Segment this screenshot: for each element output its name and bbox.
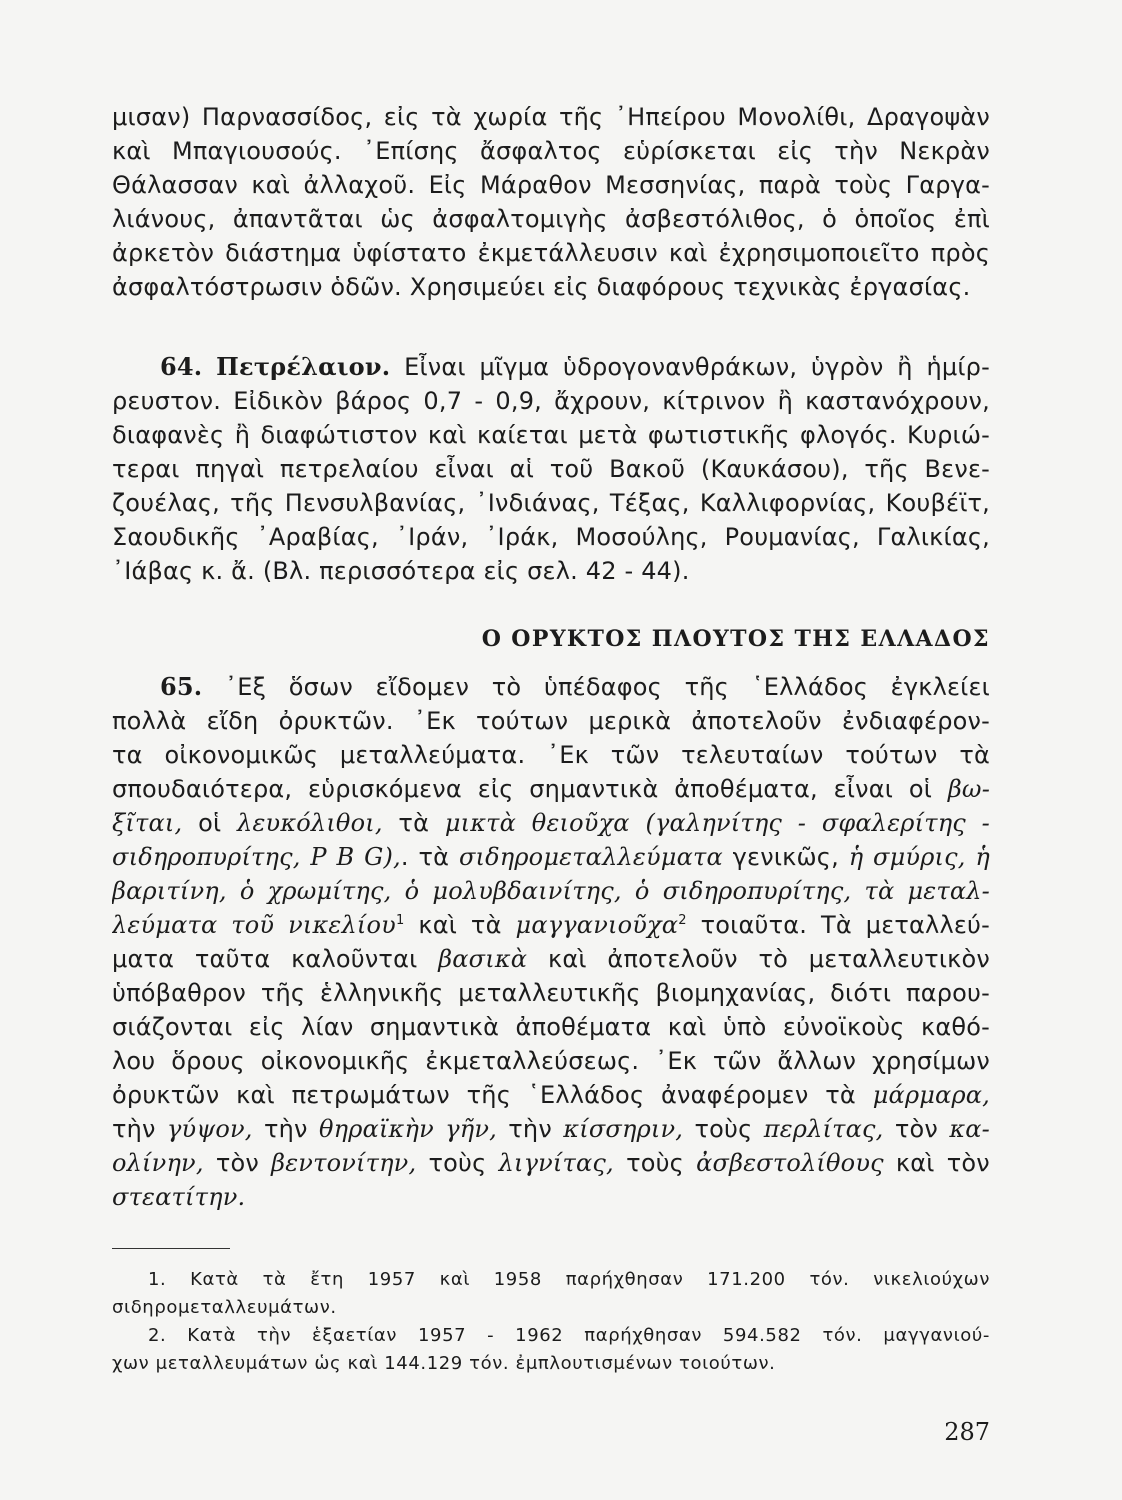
text-line: πολλὰ εἴδη ὀρυκτῶν. ᾿Εκ τούτων μερικὰ ἀποτελοῦν ἐνδιαφέρον- bbox=[112, 707, 990, 735]
italic-term: σιδηρομεταλλεύματα bbox=[458, 843, 723, 871]
section-65-first-line bbox=[112, 670, 990, 704]
text-span: τοὺς bbox=[428, 1149, 487, 1177]
text-span: τὴν bbox=[112, 1115, 156, 1143]
italic-term: βασικὰ bbox=[438, 945, 528, 973]
text-line: Σαουδικῆς ᾿Αραβίας, ᾿Ιράν, ᾿Ιράκ, Μοσούλης, Ρουμανίας, Γαλικίας, bbox=[112, 523, 990, 551]
italic-term: μικτὰ θειοῦχα (γαληνίτης - σφαλερίτης - bbox=[444, 809, 990, 837]
section-64-first-line-text: Εἶναι μῖγμα ὑδρογονανθράκων, ὑγρὸν ἢ ἡμίρ- bbox=[404, 353, 990, 381]
text-line: ᾿Ιάβας κ. ἄ. (Βλ. περισσότερα εἰς σελ. 42 - 44). bbox=[112, 557, 690, 585]
italic-term: ξῖται, bbox=[112, 809, 183, 837]
text-line: καὶ Μπαγιουσούς. ᾿Επίσης ἄσφαλτος εὑρίσκεται εἰς τὴν Νεκρὰν bbox=[112, 137, 990, 165]
text-line bbox=[112, 772, 990, 806]
text-line: τα οἰκονομικῶς μεταλλεύματα. ᾿Εκ τῶν τελευταίων τούτων τὰ bbox=[112, 741, 990, 769]
text-line: ρευστον. Εἰδικὸν βάρος 0,7 - 0,9, ἄχρουν, κίτρινον ἢ καστανόχρουν, bbox=[112, 387, 990, 415]
text-line: λου ὅρους οἰκονομικῆς ἐκμεταλλεύσεως. ᾿Εκ τῶν ἄλλων χρησίμων bbox=[112, 1047, 990, 1075]
italic-term: κα- bbox=[949, 1115, 990, 1143]
footnote-2: 2. Κατὰ τὴν ἑξαετίαν 1957 - 1962 παρήχθησαν 594.582 τόν. μαγγανιού- bbox=[148, 1325, 990, 1346]
text-line: λιάνους, ἀπαντᾶται ὡς ἀσφαλτομιγὴς ἀσβεστόλιθος, ὁ ὁποῖος ἐπὶ bbox=[112, 205, 990, 233]
italic-term: γύψον, bbox=[167, 1115, 253, 1143]
text-line bbox=[112, 840, 990, 874]
italic-term: βεντονίτην, bbox=[271, 1149, 417, 1177]
text-line bbox=[112, 1112, 990, 1146]
text-span: οἱ bbox=[198, 809, 222, 837]
footnote-2-continued: χων μεταλλευμάτων ὡς καὶ 144.129 τόν. ἐμπλουτισμένων τοιούτων. bbox=[112, 1353, 776, 1374]
italic-term: μάρμαρα, bbox=[872, 1081, 990, 1109]
page-number: 287 bbox=[944, 1418, 990, 1446]
text-line bbox=[112, 908, 990, 942]
text-line: ζουέλας, τῆς Πενσυλβανίας, ᾿Ινδιάνας, Τέξας, Καλλιφορνίας, Κουβέϊτ, bbox=[112, 489, 990, 517]
italic-term: λιγνίτας, bbox=[498, 1149, 614, 1177]
text-span: τὰ bbox=[398, 809, 430, 837]
text-line bbox=[112, 806, 990, 840]
footnote-marker-2: 2 bbox=[678, 913, 687, 928]
text-span: τὴν bbox=[263, 1115, 308, 1143]
italic-term: βω- bbox=[947, 775, 990, 803]
text-line: τεραι πηγαὶ πετρελαίου εἶναι αἱ τοῦ Βακοῦ (Καυκάσου), τῆς Βενε- bbox=[112, 455, 990, 483]
text-span: καὶ τὰ bbox=[418, 911, 502, 939]
italic-term: μαγγανιοῦχα bbox=[515, 911, 679, 939]
text-span: τοὺς bbox=[694, 1115, 753, 1143]
text-span: τοὺς bbox=[626, 1149, 684, 1177]
italic-term: κίσσηριν, bbox=[563, 1115, 684, 1143]
text-span: τοιαῦτα. Τὰ μεταλλεύ- bbox=[700, 911, 990, 939]
footnote-1: 1. Κατὰ τὰ ἔτη 1957 καὶ 1958 παρήχθησαν 171.200 τόν. νικελιούχων bbox=[148, 1269, 990, 1290]
italic-term: περλίτας, bbox=[763, 1115, 884, 1143]
text-line bbox=[112, 1146, 990, 1180]
text-line bbox=[112, 1078, 990, 1112]
text-span: τὸν bbox=[894, 1115, 938, 1143]
section-64-petroleum bbox=[112, 350, 990, 588]
text-line: ἀρκετὸν διάστημα ὑφίστατο ἐκμετάλλευσιν καὶ ἐχρησιμοποιεῖτο πρὸς bbox=[112, 239, 990, 267]
italic-term: ἡ σμύρις, ἡ bbox=[848, 843, 990, 871]
footnote-1-continued: σιδηρομεταλλευμάτων. bbox=[112, 1297, 337, 1318]
text-span: ὀρυκτῶν καὶ πετρωμάτων τῆς ῾Ελλάδος ἀναφέρομεν τὰ bbox=[112, 1081, 856, 1109]
text-span: . τὰ bbox=[400, 843, 450, 871]
text-line bbox=[112, 942, 990, 976]
section-64-title: Πετρέλαιον. bbox=[216, 352, 391, 381]
section-heading: Ο ΟΡΥΚΤΟΣ ΠΛΟΥΤΟΣ ΤΗΣ ΕΛΛΑΔΟΣ bbox=[481, 626, 990, 652]
text-span: τὸν bbox=[215, 1149, 259, 1177]
text-line: σιάζονται εἰς λίαν σημαντικὰ ἀποθέματα καὶ ὑπὸ εὐνοϊκοὺς καθό- bbox=[112, 1013, 990, 1041]
text-span: γενικῶς, bbox=[732, 843, 839, 871]
italic-term: λεύματα τοῦ νικελίου bbox=[112, 911, 396, 939]
italic-term: σιδηροπυρίτης, P B G), bbox=[112, 843, 401, 871]
italic-term: ἀσβεστολίθους bbox=[696, 1149, 884, 1177]
text-line: Θάλασσαν καὶ ἀλλαχοῦ. Εἰς Μάραθον Μεσσηνίας, παρὰ τοὺς Γαργα- bbox=[112, 171, 990, 199]
text-span: τὴν bbox=[508, 1115, 552, 1143]
section-65-mineral-wealth bbox=[112, 670, 990, 1214]
section-64-number: 64. bbox=[160, 352, 203, 381]
italic-term: λευκόλιθοι, bbox=[237, 809, 383, 837]
text-line: βαριτίνη, ὁ χρωμίτης, ὁ μολυβδαινίτης, ὁ σιδηροπυρίτης, τὰ μεταλ- bbox=[112, 877, 990, 905]
text-line: ὑπόβαθρον τῆς ἑλληνικῆς μεταλλευτικῆς βιομηχανίας, διότι παρου- bbox=[112, 979, 990, 1007]
text-span: καὶ ἀποτελοῦν τὸ μεταλλευτικὸν bbox=[547, 945, 990, 973]
text-span: σπουδαιότερα, εὑρισκόμενα εἰς σημαντικὰ ἀποθέματα, εἶναι οἱ bbox=[112, 775, 933, 803]
section-64-first-line bbox=[112, 350, 990, 384]
footnotes bbox=[112, 1266, 990, 1378]
text-line: διαφανὲς ἢ διαφώτιστον καὶ καίεται μετὰ φωτιστικῆς φλογός. Κυριώ- bbox=[112, 421, 990, 449]
text-line: στεατίτην. bbox=[112, 1183, 246, 1211]
section-65-number: 65. bbox=[160, 672, 203, 701]
italic-term: ολίνην, bbox=[112, 1149, 204, 1177]
text-span: καὶ τὸν bbox=[895, 1149, 990, 1177]
text-line: μισαν) Παρνασσίδος, εἰς τὰ χωρία τῆς ᾿Ηπείρου Μονολίθι, Δραγοψὰν bbox=[112, 103, 990, 131]
paragraph-asphalt bbox=[112, 100, 990, 304]
text-span: ματα ταῦτα καλοῦνται bbox=[112, 945, 418, 973]
section-65-first-line-text: ᾿Εξ ὅσων εἴδομεν τὸ ὑπέδαφος τῆς ῾Ελλάδος ἐγκλείει bbox=[225, 673, 990, 701]
footnote-divider bbox=[112, 1248, 230, 1249]
footnote-marker-1: 1 bbox=[395, 913, 405, 928]
text-line: ἀσφαλτόστρωσιν ὁδῶν. Χρησιμεύει εἰς διαφόρους τεχνικὰς ἐργασίας. bbox=[112, 273, 971, 301]
italic-term: θηραϊκὴν γῆν, bbox=[319, 1115, 497, 1143]
